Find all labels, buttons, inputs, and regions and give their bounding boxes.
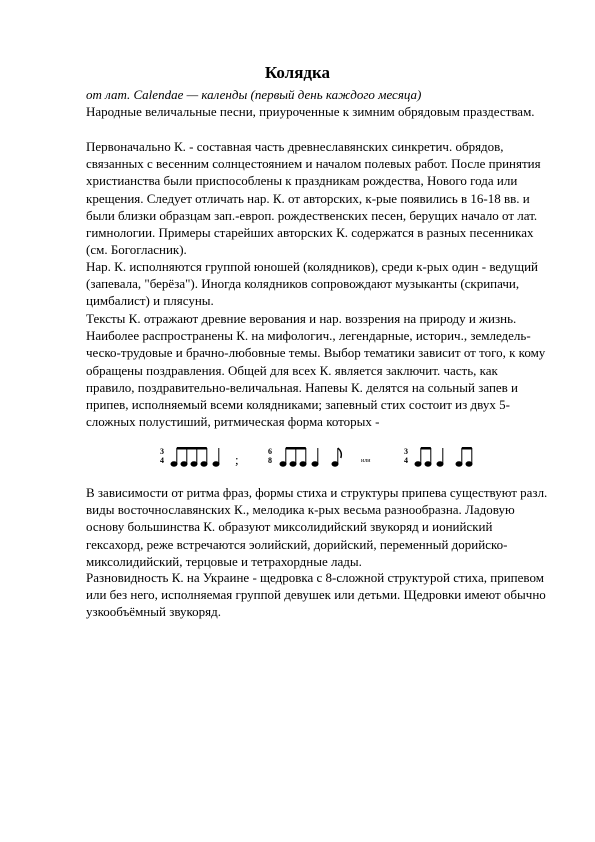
beam	[177, 447, 207, 450]
page-title: Колядка	[264, 63, 331, 82]
note-quarter	[437, 448, 443, 466]
time-signature-3-top: 3	[404, 447, 408, 456]
rhythm-group-3	[415, 447, 472, 466]
paragraph-intro: Народные величальные песни, приуроченные к зимним обрядовым праздествам.	[86, 104, 535, 119]
note-eighth	[171, 448, 177, 466]
paragraph-shchedrovka: Разновидность К. на Украине - щедровка с 8-сложной структурой стиха, припевом или без него, исполняемая группой девушек или детьми. Щедровки имеют обычно узкообъёмный звукоряд.	[86, 570, 546, 620]
note-quarter	[312, 448, 318, 466]
rhythm-notation	[158, 442, 488, 472]
note-eighth	[415, 448, 421, 466]
note-eighth-flagged	[332, 448, 341, 466]
time-signature-1-top: 3	[160, 447, 164, 456]
time-signature-1-bottom: 4	[160, 456, 164, 465]
beam	[421, 447, 431, 450]
time-signature-3-bottom: 4	[404, 456, 408, 465]
separator-semicolon: ;	[235, 452, 239, 467]
rhythm-group-2	[280, 447, 341, 466]
note-eighth	[191, 448, 197, 466]
note-eighth	[201, 448, 207, 466]
paragraph-themes: Тексты К. отражают древние верования и нар. воззрения на природу и жизнь. Наиболее распространены К. на мифологич., легендарные, историч., земледель-ческо-трудовые и брачно-любовные темы. Выбор тематики зависит от того, к кому обращены поздравления. Общей для всех К. является заключит. часть, как правило, поздравительно-величальная. Напевы К. делятся на сольный запев и припев, исполняемый всеми колядниками; запевный стих состоит из двух 5-сложных полустиший, ритмическая форма которых -	[86, 311, 546, 430]
page-subtitle: от лат. Calendae — календы (первый день каждого месяца)	[86, 87, 422, 102]
note-eighth	[181, 448, 187, 466]
rhythm-group-1	[171, 447, 219, 466]
note-eighth	[280, 448, 286, 466]
paragraph-origin: Первоначально К. - составная часть древнеславянских синкретич. обрядов, связанных с весенним солнцестоянием и началом полевых работ. После принятия христианства были приспособлены к праздникам рождества, Нового года или крещения. Следует отличать нар. К. от авторских, к-рые появились в 16-18 вв. и были близки образцам зап.-европ. рождественских песен, берущих начало от лат. гимнологии. Примеры старейших авторских К. содержатся в разных песенниках (см. Богогласник).	[86, 139, 541, 258]
note-eighth	[425, 448, 431, 466]
time-signature-2-top: 6	[268, 447, 272, 456]
time-signature-2-bottom: 8	[268, 456, 272, 465]
note-eighth	[290, 448, 296, 466]
paragraph-performers: Нар. К. исполняются группой юношей (колядников), среди к-рых один - ведущий (запевала, "берёза"). Иногда колядников сопровождают музыканты (скрипачи, цимбалист) и плясуны.	[86, 259, 539, 309]
beam	[462, 447, 472, 450]
paragraph-varieties: В зависимости от ритма фраз, формы стиха и структуры припева существуют разл. виды восточнославянских К., мелодика к-рых весьма разнообразна. Ладовую основу большинства К. образуют миксолидийский звукоряд и ионийский гексахорд, реже встречаются эолийский, дорийский, переменный дорийско- миксолидийский, терцовые и тетрахордные лады.	[86, 485, 548, 569]
note-eighth	[456, 448, 462, 466]
note-eighth	[300, 448, 306, 466]
separator-word: или	[361, 458, 371, 464]
note-eighth	[466, 448, 472, 466]
beam	[286, 447, 306, 450]
note-quarter	[213, 448, 219, 466]
